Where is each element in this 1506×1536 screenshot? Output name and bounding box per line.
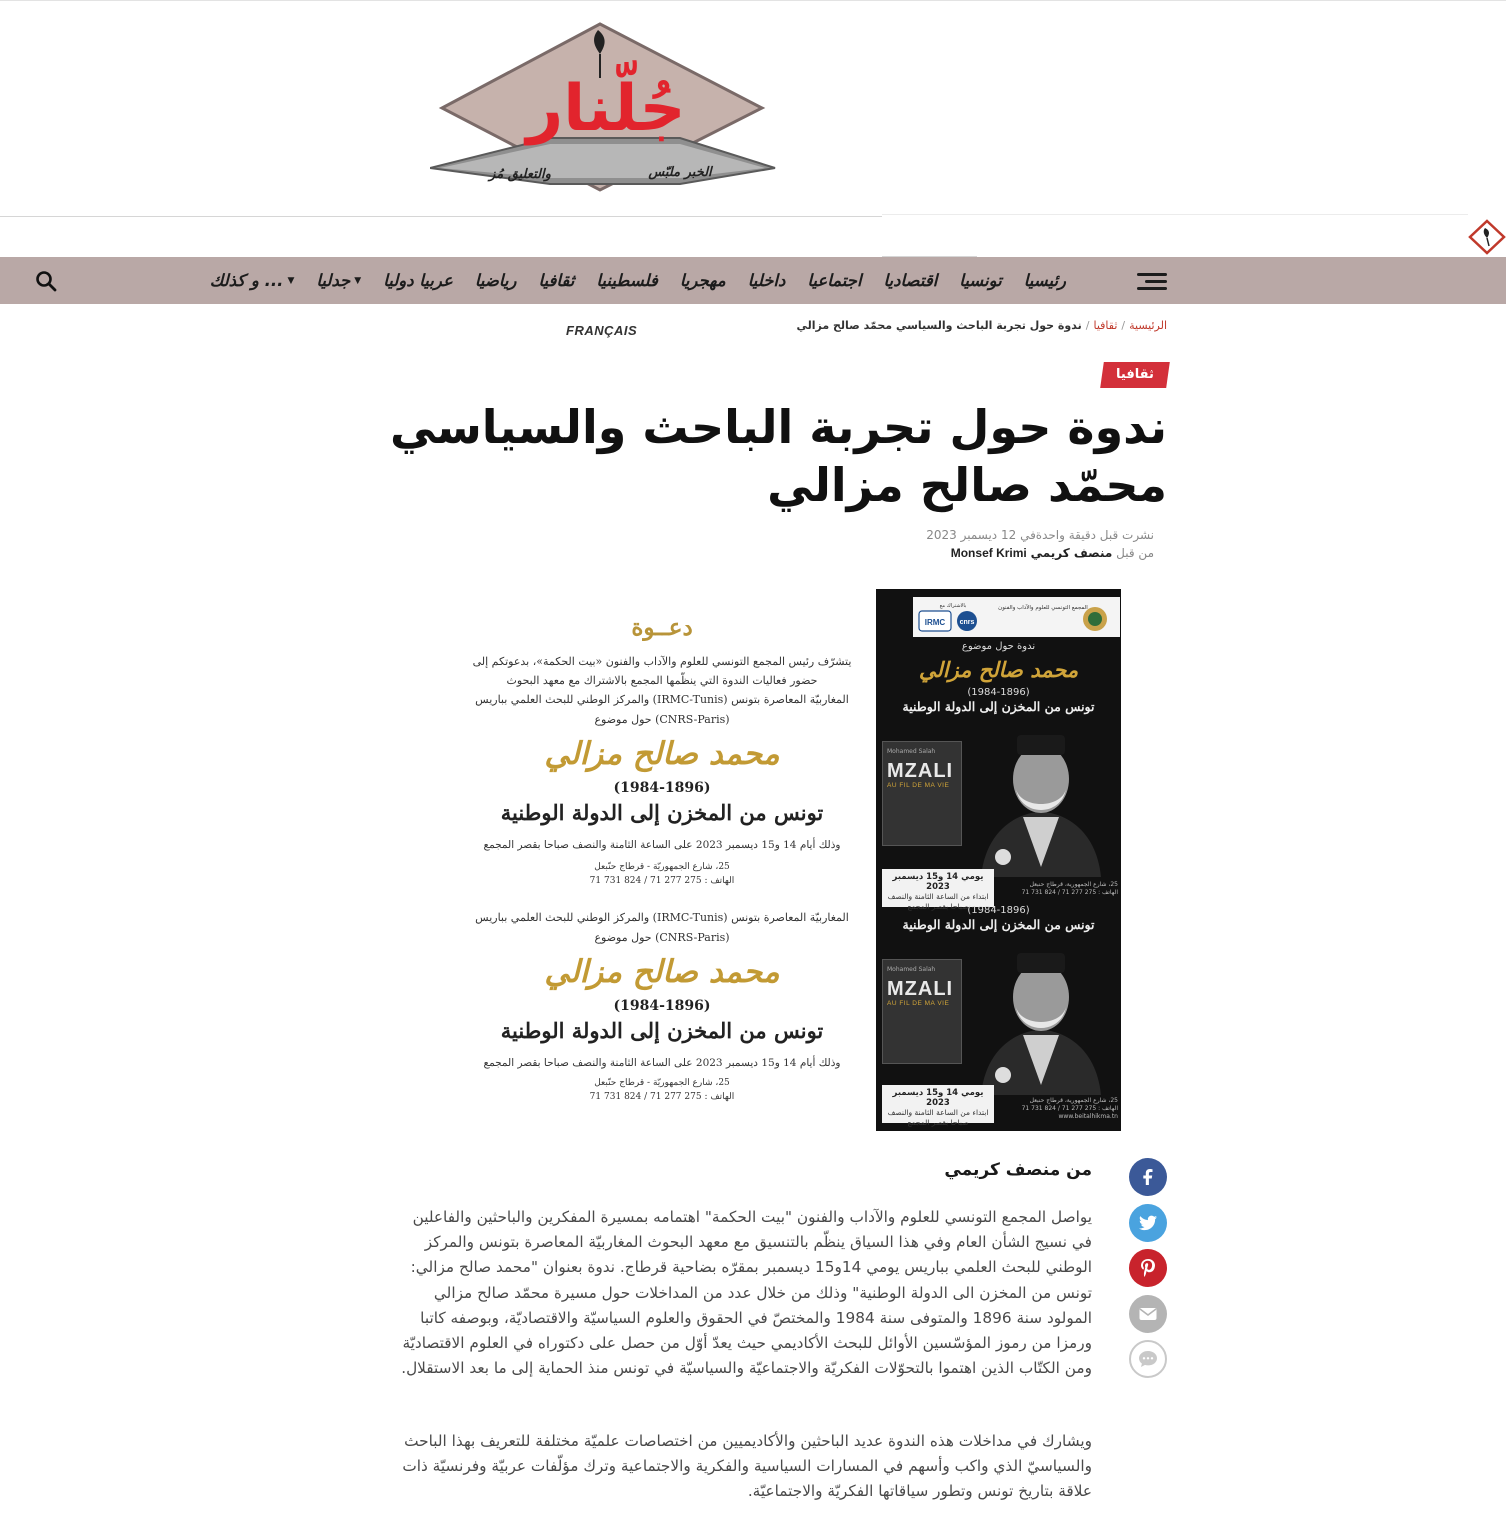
nav-menu [210, 257, 1066, 304]
facebook-icon [1140, 1169, 1156, 1185]
breadcrumb-separator: / [1121, 319, 1126, 332]
article-paragraph: ويشارك في مداخلات هذه الندوة عديد الباحثين والأكاديميين من اختصاصات علميّة مختلفة للتعريف بهذا الباحث والسياسيّ الذي واكب وأسهم في المسارات السياسية والفكرية والاجتماعية وترك مؤلّفات عربيّة وفرنسيّة ذات علاقة بتاريخ تونس وتطور سياقاتها الفكريّة والاجتماعيّة. [402, 1432, 1092, 1501]
header-divider [0, 216, 882, 217]
breadcrumb-current: ندوة حول تجربة الباحث والسياسي محمّد صالح مزالي [796, 319, 1082, 332]
nav-item-more[interactable]: و كذلك ... ▼ [209, 271, 295, 290]
sticky-logo-icon[interactable] [1467, 218, 1506, 256]
svg-text:cnrs: cnrs [959, 619, 975, 626]
nav-item-debate[interactable]: جدليا ▼ [316, 271, 362, 290]
breadcrumb-separator: / [1085, 319, 1090, 332]
share-pinterest-button[interactable] [1129, 1249, 1167, 1287]
nav-item-internal[interactable]: داخليا [747, 271, 786, 290]
breadcrumb-category[interactable]: ثقافيا [1093, 319, 1118, 332]
nav-item-society[interactable]: اجتماعيا [807, 271, 862, 290]
svg-text:بالاشتراك مع: بالاشتراك مع [939, 603, 967, 609]
share-facebook-button[interactable] [1129, 1158, 1167, 1196]
breadcrumb-home[interactable]: الرئيسية [1129, 319, 1167, 332]
author-latin[interactable]: Monsef Krimi [950, 546, 1027, 560]
article-byline: من منصف كريمي [944, 1160, 1092, 1180]
svg-text:الخبر ملبّس: الخبر ملبّس [648, 165, 712, 180]
book-cover-image: Mohamed Salah MZALI AU FIL DE MA VIE [882, 741, 962, 846]
poster-logos [913, 597, 1120, 637]
menu-hamburger-icon[interactable] [1137, 271, 1167, 291]
portrait-image [961, 935, 1121, 1095]
publish-date: نشرت قبل دقيقة واحدةفي 12 ديسمبر 2023 [926, 528, 1154, 542]
twitter-icon [1139, 1215, 1157, 1231]
nav-item-home[interactable]: رئيسيا [1023, 271, 1066, 290]
search-icon[interactable] [34, 269, 58, 293]
article-title: ندوة حول تجربة الباحث والسياسي محمّد صالح مزالي [390, 400, 1167, 512]
header-divider-right [882, 214, 1468, 215]
nav-item-culture[interactable]: ثقافيا [538, 271, 575, 290]
svg-text:IRMC: IRMC [924, 618, 946, 627]
svg-text:المجمع التونسي للعلوم والآداب: المجمع التونسي للعلوم والآداب والفنون [998, 605, 1088, 611]
top-border [0, 0, 1506, 1]
poster-date-box: يومي 14 و15 ديسمبر 2023 ابتداء من الساعة الثامنة والنصف صباحا بقصر المجمع [882, 869, 994, 907]
author-line: من قبل منصف كريمي Monsef Krimi [950, 546, 1154, 560]
main-navbar [0, 257, 1506, 304]
featured-image-invitation: دعــوة يتشرّف رئيس المجمع التونسي للعلوم والآداب والفنون «بيت الحكمة»، بدعوتكم إلى حضور فعاليات الندوة التي ينظّمها المجمع بالاشتراك مع معهد البحوث المغاربيّة المعاصرة بتونس (IRMC-Tunis) والمركز الوطني للبحث العلمي بباريس (CNRS-Paris) حول موضوع محمد صالح مزالي (1984-1896) تونس من المخزن إلى الدولة الوطنية وذلك أيام 14 و15 ديسمبر 2023 على الساعة الثامنة والنصف صباحا بقصر المجمع 25، شارع الجمهوريّة - قرطاج حنّبعل الهاتف : 275 277 71 / 824 731 71 المغاربيّة المعاصرة بتونس (IRMC-Tunis) والمركز الوطني للبحث العلمي بباريس (CNRS-Paris) حول موضوع محمد صالح مزالي (1984-1896) تونس من المخزن إلى الدولة الوطنية وذلك أيام 14 و15 ديسمبر 2023 على الساعة الثامنة والنصف صباحا بقصر المجمع 25، شارع الجمهوريّة - قرطاج حنّبعل الهاتف : 275 277 71 / 824 731 71 [472, 614, 852, 1102]
site-logo[interactable] [430, 18, 780, 196]
comments-button[interactable] [1129, 1340, 1167, 1378]
featured-image-poster: IRMC cnrs بالاشتراك مع المجمع التونسي للعلوم والآداب والفنون ندوة حول موضوع محمد صالح مزالي (1984-1896) تونس من المخزن إلى الدولة الوطنية Mohamed Salah MZALI AU FIL DE MA VIE يومي 14 و15 ديسمبر 2023 ابتداء من الساعة الثامنة والنصف صباحا بقصر المجمع 25، شارع الجمهورية، قرطاج حنبعل الهاتف : 275 277 71 / 824 731 71 (1984-1896) تونس من المخزن إلى الدولة الوطنية Mohamed Salah MZALI AU FIL DE MA VIE يومي 14 و15 ديسمبر 2023 ابتداء من الساعة الثامنة والنصف صباحا بقصر المجمع 25، شارع الجمهورية، قرطاج حنبعل الهاتف : 275 277 71 / 824 731 71 www.beitalhikma.tn [876, 589, 1121, 1131]
book-cover-image: Mohamed Salah MZALI AU FIL DE MA VIE [882, 959, 962, 1064]
author-link[interactable]: منصف كريمي [1030, 546, 1113, 560]
nav-item-palestine[interactable]: فلسطينيا [596, 271, 658, 290]
nav-item-tunisia[interactable]: تونسيا [959, 271, 1002, 290]
nav-item-world[interactable]: عربيا دوليا [383, 271, 453, 290]
nav-item-diaspora[interactable]: مهجريا [679, 271, 726, 290]
category-badge[interactable]: ثقافيا [1100, 362, 1169, 388]
nav-item-sports[interactable]: رياضيا [474, 271, 517, 290]
nav-item-economy[interactable]: اقتصاديا [883, 271, 938, 290]
share-twitter-button[interactable] [1129, 1204, 1167, 1242]
logo-wordmark: جُلّنار [526, 72, 686, 146]
language-switch-link[interactable]: FRANÇAIS [566, 323, 638, 338]
article-paragraph: يواصل المجمع التونسي للعلوم والآداب والفنون "بيت الحكمة" اهتمامه بمسيرة المفكرين والباحثين والفاعلين في نسيج الشأن العام وفي هذا السياق ينظّم بالتنسيق مع معهد البحوث المغاربيّة المعاصرة بتونس والمركز الوطني للبحث العلمي بباريس يومي 14و15 ديسمبر بمقرّه بضاحية قرطاج. ندوة بعنوان "محمد صالح مزالي: تونس من المخزن الى الدولة الوطنية" وذلك من خلال عدد من المداخلات حول مسيرة محمّد صالح مزالي المولود سنة 1896 والمتوفى سنة 1984 والمختصّ في الحقوق والعلوم السياسيّة والاقتصاديّة، وبوصفه كاتبا ورمزا من رموز المؤسّسين الأوائل للبحث الأكاديمي حيث يعدّ أوّل من حصل على دكتوراه في العلوم الاقتصاديّة ومن الكتّاب الذين اهتموا بالتحوّلات الفكريّة والاجتماعيّة والسياسيّة في تونس منذ الحماية إلى ما بعد الاستقلال. [401, 1208, 1092, 1378]
svg-text:والتعليق مُز: والتعليق مُز [489, 167, 551, 182]
share-email-button[interactable] [1129, 1295, 1167, 1333]
breadcrumb [796, 319, 1167, 332]
comment-icon [1138, 1350, 1158, 1368]
pinterest-icon [1141, 1259, 1155, 1277]
chevron-down-icon: ▼ [287, 275, 295, 286]
chevron-down-icon: ▼ [354, 275, 362, 286]
portrait-image [961, 717, 1121, 877]
mail-icon [1139, 1307, 1157, 1321]
poster-date-box: يومي 14 و15 ديسمبر 2023 ابتداء من الساعة الثامنة والنصف صباحا بقصر المجمع [882, 1085, 994, 1123]
